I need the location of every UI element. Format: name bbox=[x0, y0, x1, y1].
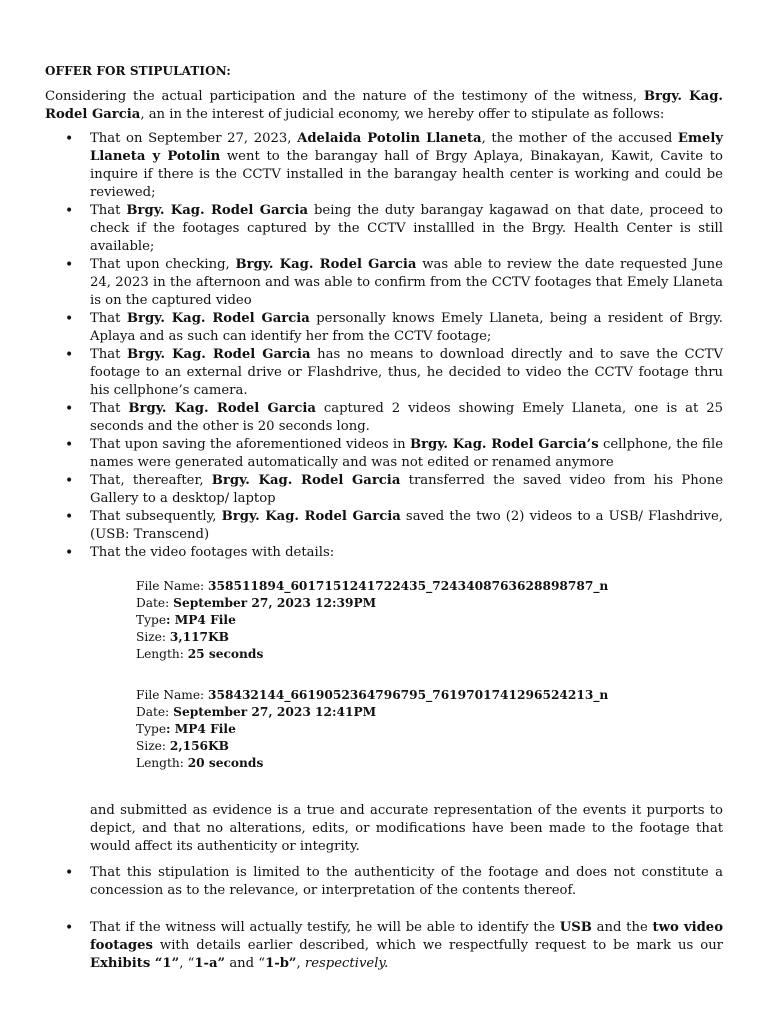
continuation-paragraph: and submitted as evidence is a true and accurate representation of the events it purports to depict, and that no alterations, edits, or modifications have been made to the footage that would affect its authenticity or integrity. bbox=[90, 803, 723, 854]
bullet-icon: • bbox=[65, 131, 74, 147]
bullet-icon: • bbox=[65, 401, 74, 417]
bullet-icon: • bbox=[65, 865, 74, 881]
bullet-icon: • bbox=[65, 509, 74, 525]
item-text: , bbox=[296, 956, 305, 971]
file-date-line bbox=[136, 704, 723, 721]
stipulation-list bbox=[45, 130, 723, 562]
file-date-line bbox=[136, 595, 723, 612]
list-item bbox=[45, 310, 723, 346]
item-bold: Brgy. Kag. Rodel Garcia bbox=[127, 347, 311, 362]
file-name-line bbox=[136, 578, 723, 595]
file-size-label: Size: bbox=[136, 739, 170, 753]
item-text: went to the barangay hall of Brgy Aplaya, Binakayan, Kawit, Cavite to inquire if there is the CCTV installed in the barangay health center is working and could be reviewed; bbox=[90, 149, 723, 200]
list-item bbox=[45, 346, 723, 400]
item-text: was able to review the date requested June 24, 2023 in the afternoon and was able to confirm from the CCTV footages that Emely Llaneta is on the captured video bbox=[90, 257, 723, 308]
item-bold: Brgy. Kag. Rodel Garcia’s bbox=[409, 437, 599, 452]
list-item bbox=[45, 864, 723, 900]
bullet-icon: • bbox=[65, 203, 74, 219]
item-text: and “ bbox=[225, 956, 266, 971]
bullet-icon: • bbox=[65, 437, 74, 453]
item-bold: Emely Llaneta y Potolin bbox=[90, 131, 723, 164]
file-type-value: : MP4 File bbox=[166, 722, 236, 736]
file-type-label: Type bbox=[136, 613, 167, 627]
list-item bbox=[45, 472, 723, 508]
section-heading: OFFER FOR STIPULATION: bbox=[45, 64, 231, 78]
file-block-2 bbox=[136, 687, 723, 772]
bullet-icon: • bbox=[65, 311, 74, 327]
list-item bbox=[45, 400, 723, 436]
list-item bbox=[45, 202, 723, 256]
item-text: cellphone, the file names were generated automatically and was not edited or renamed anymore bbox=[90, 437, 723, 470]
list-item bbox=[45, 436, 723, 472]
file-block-1 bbox=[136, 578, 723, 663]
item-text: That bbox=[90, 347, 128, 362]
item-bold: Brgy. Kag. Rodel Garcia bbox=[126, 203, 309, 218]
item-text: That subsequently, bbox=[90, 509, 222, 524]
file-details bbox=[136, 578, 723, 772]
item-text: captured 2 videos showing Emely Llaneta, one is at 25 seconds and the other is 20 seconds long. bbox=[90, 401, 723, 434]
item-bold: Brgy. Kag. Rodel Garcia bbox=[128, 401, 316, 416]
file-size-line bbox=[136, 738, 723, 755]
item-bold: USB bbox=[559, 920, 592, 935]
document-page bbox=[45, 64, 723, 992]
file-date-value: September 27, 2023 12:39PM bbox=[173, 596, 377, 610]
list-item bbox=[45, 508, 723, 544]
file-length-label: Length: bbox=[136, 756, 188, 770]
item-text: That on September 27, 2023, bbox=[90, 131, 298, 146]
file-date-label: Date: bbox=[136, 596, 174, 610]
intro-text-end: , an in the interest of judicial economy, we hereby offer to stipulate as follows: bbox=[140, 107, 665, 122]
item-text: That the video footages with details: bbox=[90, 545, 335, 560]
list-item bbox=[45, 544, 723, 562]
file-length-value: 25 seconds bbox=[187, 647, 264, 661]
item-text: personally knows Emely Llaneta, being a resident of Brgy. Aplaya and as such can identify her from the CCTV footage; bbox=[90, 311, 723, 344]
item-text: transferred the saved video from his Phone Gallery to a desktop/ laptop bbox=[90, 473, 723, 506]
file-name-value: 358432144_6619052364796795_7619701741296524213_n bbox=[208, 688, 609, 702]
item-bold: two video footages bbox=[90, 920, 723, 953]
bullet-icon: • bbox=[65, 257, 74, 273]
item-text: with details earlier described, which we respectfully request to be mark us our bbox=[152, 938, 723, 953]
item-text: , “ bbox=[179, 956, 195, 971]
file-type-line bbox=[136, 612, 723, 629]
bullet-icon: • bbox=[65, 545, 74, 561]
item-text: and the bbox=[591, 920, 653, 935]
file-length-line bbox=[136, 646, 723, 663]
file-name-value: 358511894_6017151241722435_7243408763628898787_n bbox=[208, 579, 609, 593]
bullet-icon: • bbox=[65, 473, 74, 489]
list-item bbox=[45, 130, 723, 202]
list-item bbox=[45, 919, 723, 973]
item-bold: 1-a” bbox=[194, 956, 226, 971]
intro-paragraph bbox=[45, 88, 723, 124]
item-text: That if the witness will actually testify, he will be able to identify the bbox=[90, 920, 560, 935]
item-bold: Brgy. Kag. Rodel Garcia bbox=[126, 311, 310, 326]
item-text: That, thereafter, bbox=[90, 473, 212, 488]
file-type-value: : MP4 File bbox=[166, 613, 236, 627]
item-bold: Brgy. Kag. Rodel Garcia bbox=[221, 509, 401, 524]
file-type-label: Type bbox=[136, 722, 167, 736]
item-text: That bbox=[90, 401, 129, 416]
intro-text: Considering the actual participation and the nature of the testimony of the witness, bbox=[45, 89, 644, 104]
file-name-label: File Name: bbox=[136, 579, 209, 593]
list-item bbox=[45, 256, 723, 310]
file-length-line bbox=[136, 755, 723, 772]
file-length-value: 20 seconds bbox=[187, 756, 264, 770]
item-bold: Adelaida Potolin Llaneta bbox=[297, 131, 482, 146]
item-text: has no means to download directly and to save the CCTV footage to an external drive or Flashdrive, thus, he decided to video the CCTV footage thru his cellphone’s camera. bbox=[90, 347, 723, 398]
item-bold: 1-b” bbox=[265, 956, 297, 971]
item-bold: Brgy. Kag. Rodel Garcia bbox=[211, 473, 401, 488]
bullet-icon: • bbox=[65, 347, 74, 363]
intro-witness-name: Brgy. Kag. Rodel Garcia bbox=[45, 89, 723, 122]
item-text: saved the two (2) videos to a USB/ Flashdrive, (USB: Transcend) bbox=[90, 509, 723, 542]
file-date-label: Date: bbox=[136, 705, 174, 719]
item-text: That upon saving the aforementioned videos in bbox=[90, 437, 410, 452]
file-length-label: Length: bbox=[136, 647, 188, 661]
file-name-line bbox=[136, 687, 723, 704]
item-text: being the duty barangay kagawad on that date, proceed to check if the footages captured by the CCTV installled in the Brgy. Health Center is still available; bbox=[90, 203, 723, 254]
file-size-value: 2,156KB bbox=[169, 739, 229, 753]
item-text: That bbox=[90, 203, 127, 218]
file-name-label: File Name: bbox=[136, 688, 209, 702]
item-text: That this stipulation is limited to the authenticity of the footage and does not constitute a concession as to the relevance, or interpretation of the contents thereof. bbox=[90, 865, 723, 898]
bullet-icon: • bbox=[65, 920, 74, 936]
item-text: That upon checking, bbox=[90, 257, 236, 272]
item-bold: Exhibits “1” bbox=[90, 956, 180, 971]
file-size-line bbox=[136, 629, 723, 646]
item-text: That bbox=[90, 311, 127, 326]
file-date-value: September 27, 2023 12:41PM bbox=[173, 705, 377, 719]
item-bold: Brgy. Kag. Rodel Garcia bbox=[235, 257, 417, 272]
item-text: , the mother of the accused bbox=[481, 131, 678, 146]
item-italic: respectively. bbox=[304, 956, 389, 971]
file-type-line bbox=[136, 721, 723, 738]
file-size-value: 3,117KB bbox=[169, 630, 229, 644]
stipulation-list-continued bbox=[45, 864, 723, 973]
file-size-label: Size: bbox=[136, 630, 170, 644]
